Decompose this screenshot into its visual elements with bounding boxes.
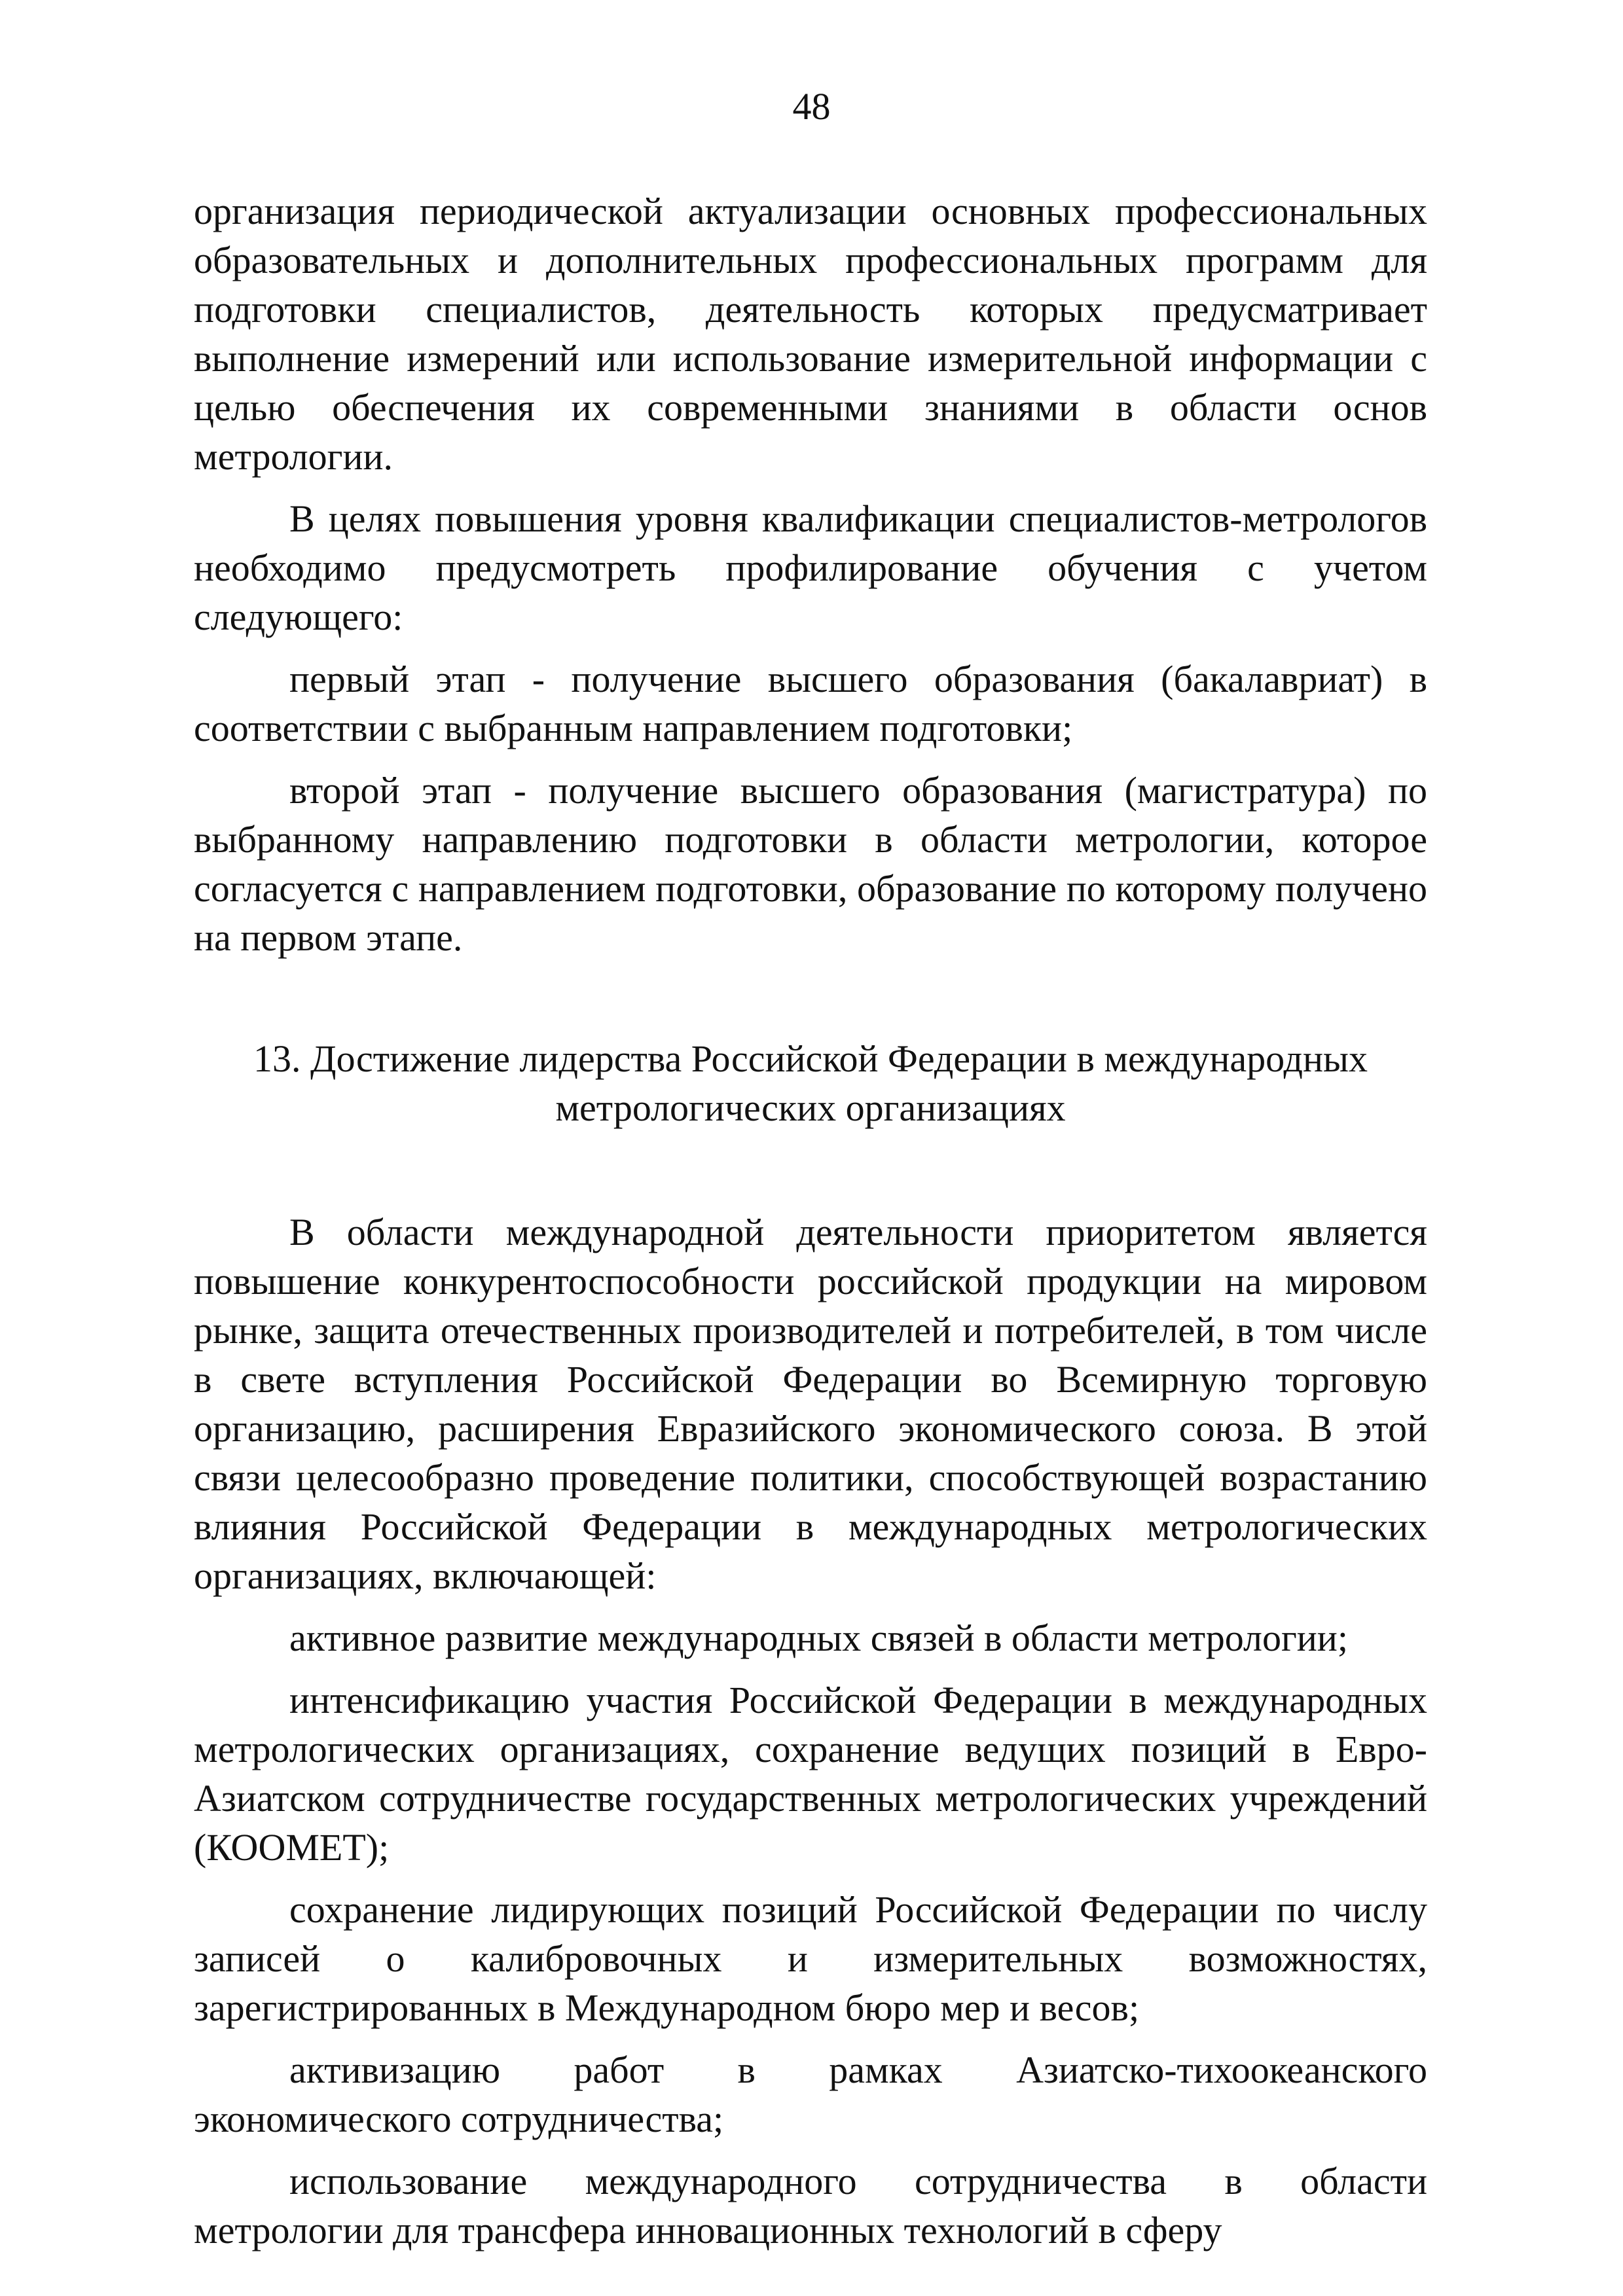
section-heading-line: метрологических организациях — [555, 1086, 1066, 1129]
paragraph: организация периодической актуализации основных профессиональных образовательных и дополнительных профессиональных программ для подготовки специалистов, деятельность которых предусматривает выполнение измерений или использование измерительной информации с целью обеспечения их современными знаниями в области основ метрологии. — [194, 190, 1427, 478]
paragraph: первый этап - получение высшего образования (бакалавриат) в соответствии с выбранным направлением подготовки; — [194, 658, 1427, 749]
list-item: использование международного сотрудничества в области метрологии для трансфера инновационных технологий в сферу — [194, 2160, 1427, 2251]
paragraph: В целях повышения уровня квалификации специалистов-метрологов необходимо предусмотреть профилирование обучения с учетом следующего: — [194, 497, 1427, 638]
section-heading — [194, 1034, 1427, 1132]
list-item: активное развитие международных связей в области метрологии; — [289, 1617, 1348, 1659]
page-number: 48 — [792, 85, 831, 128]
paragraph: второй этап - получение высшего образования (магистратура) по выбранному направлению подготовки в области метрологии, которое согласуется с направлением подготовки, образование по которому получено на первом этапе. — [194, 769, 1427, 959]
document-body — [194, 187, 1427, 2255]
section-heading-line: 13. Достижение лидерства Российской Федерации в международных — [253, 1037, 1368, 1080]
list-item: сохранение лидирующих позиций Российской Федерации по числу записей о калибровочных и измерительных возможностях, зарегистрированных в Международном бюро мер и весов; — [194, 1888, 1427, 2029]
list-item: интенсификацию участия Российской Федерации в международных метрологических организациях, сохранение ведущих позиций в Евро-Азиатском сотрудничестве государственных метрологических учреждений (КООМЕТ); — [194, 1679, 1427, 1869]
paragraph: В области международной деятельности приоритетом является повышение конкурентоспособности российской продукции на мировом рынке, защита отечественных производителей и потребителей, в том числе в свете вступления Российской Федерации во Всемирную торговую организацию, расширения Евразийского экономического союза. В этой связи целесообразно проведение политики, способствующей возрастанию влияния Российской Федерации в международных метрологических организациях, включающей: — [194, 1211, 1427, 1597]
list-item: активизацию работ в рамках Азиатско-тихоокеанского экономического сотрудничества; — [194, 2049, 1427, 2140]
